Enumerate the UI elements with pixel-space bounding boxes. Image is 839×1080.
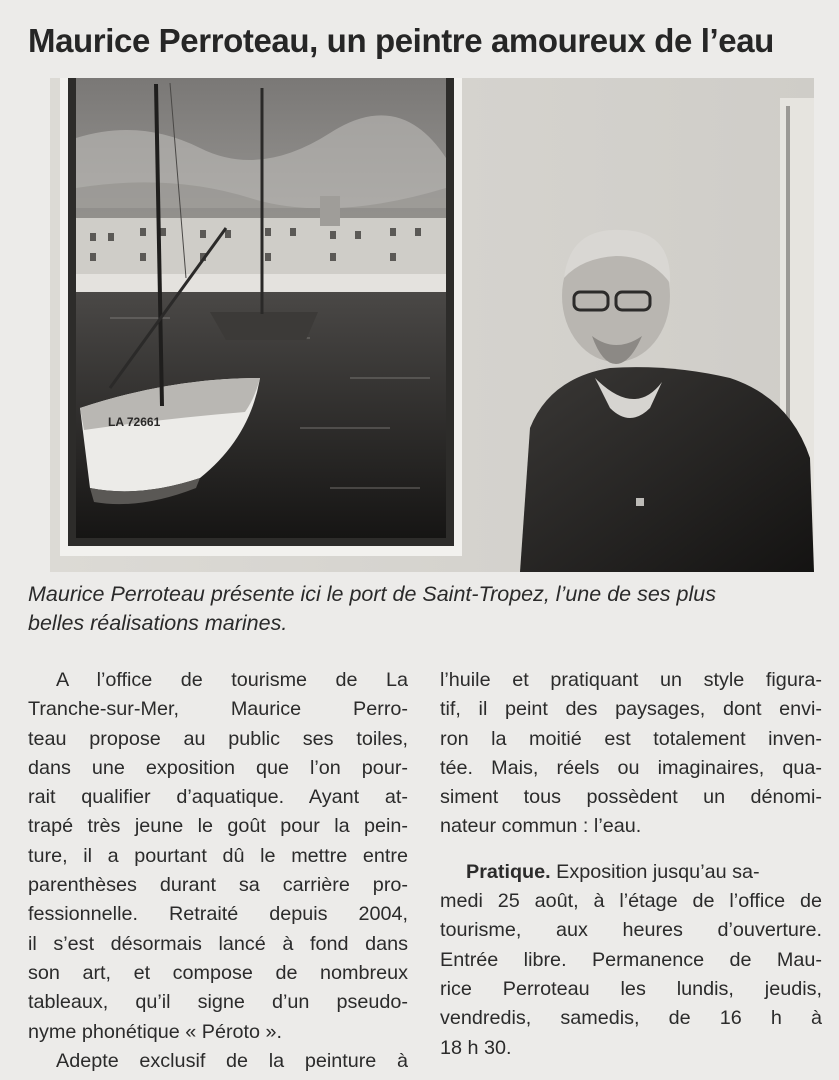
body-line: Adepte exclusif de la peinture à bbox=[56, 1049, 408, 1072]
body-line: nateur commun : l’eau. bbox=[440, 815, 642, 838]
article-photo bbox=[50, 78, 814, 572]
pratique-line bbox=[440, 858, 822, 887]
photo-caption bbox=[28, 580, 818, 638]
body-line: tée. Mais, réels ou imaginaires, qua- bbox=[440, 756, 822, 779]
body-line: tif, il peint des paysages, dont envi- bbox=[440, 698, 822, 721]
body-line: son art, et compose de nombreux bbox=[28, 961, 408, 984]
body-line: Tranche-sur-Mer, Maurice Perro- bbox=[28, 698, 408, 721]
body-line: fessionnelle. Retraité depuis 2004, bbox=[28, 903, 408, 926]
body-line: tableaux, qu’il signe d’un pseudo- bbox=[28, 991, 408, 1014]
body-line: il s’est désormais lancé à fond dans bbox=[28, 932, 408, 955]
pratique-text: Exposition jusqu’au sa- bbox=[550, 860, 760, 883]
caption-line: Maurice Perroteau présente ici le port de Saint-Tropez, l’une de ses plus bbox=[28, 582, 716, 606]
pratique-label: Pratique. bbox=[466, 860, 551, 883]
body-line: rice Perroteau les lundis, jeudis, bbox=[440, 977, 822, 1000]
body-line: A l’office de tourisme de La bbox=[56, 669, 408, 691]
body-line: nyme phonétique « Péroto ». bbox=[28, 1020, 283, 1043]
article-column-left bbox=[28, 666, 408, 1076]
body-line: dans une exposition que l’on pour- bbox=[28, 756, 408, 779]
caption-line: belles réalisations marines. bbox=[28, 611, 288, 635]
body-line: parenthèses durant sa carrière pro- bbox=[28, 874, 408, 897]
body-line: rait qualifier d’aquatique. Ayant at- bbox=[28, 786, 408, 809]
body-line: teau propose au public ses toiles, bbox=[28, 727, 408, 750]
body-line: ron la moitié est totalement inven- bbox=[440, 727, 822, 750]
body-line: tourisme, aux heures d’ouverture. bbox=[440, 919, 822, 942]
body-line: trapé très jeune le goût pour la pein- bbox=[28, 815, 408, 838]
body-line: ture, il a pourtant dû le mettre entre bbox=[28, 844, 408, 867]
headline: Maurice Perroteau, un peintre amoureux de l’eau bbox=[28, 22, 774, 59]
boat-marking: LA 72661 bbox=[108, 415, 161, 429]
article-column-right bbox=[440, 666, 822, 1063]
body-line: medi 25 août, à l’étage de l’office de bbox=[440, 890, 822, 913]
body-line: l’huile et pratiquant un style figura- bbox=[440, 669, 822, 691]
body-line: 18 h 30. bbox=[440, 1036, 512, 1059]
photo-artist-with-painting-icon bbox=[50, 78, 814, 572]
body-line: vendredis, samedis, de 16 h à bbox=[440, 1007, 822, 1030]
body-line: siment tous possèdent un dénomi- bbox=[440, 786, 822, 809]
paragraph-gap bbox=[440, 842, 822, 858]
body-line: Entrée libre. Permanence de Mau- bbox=[440, 948, 822, 971]
